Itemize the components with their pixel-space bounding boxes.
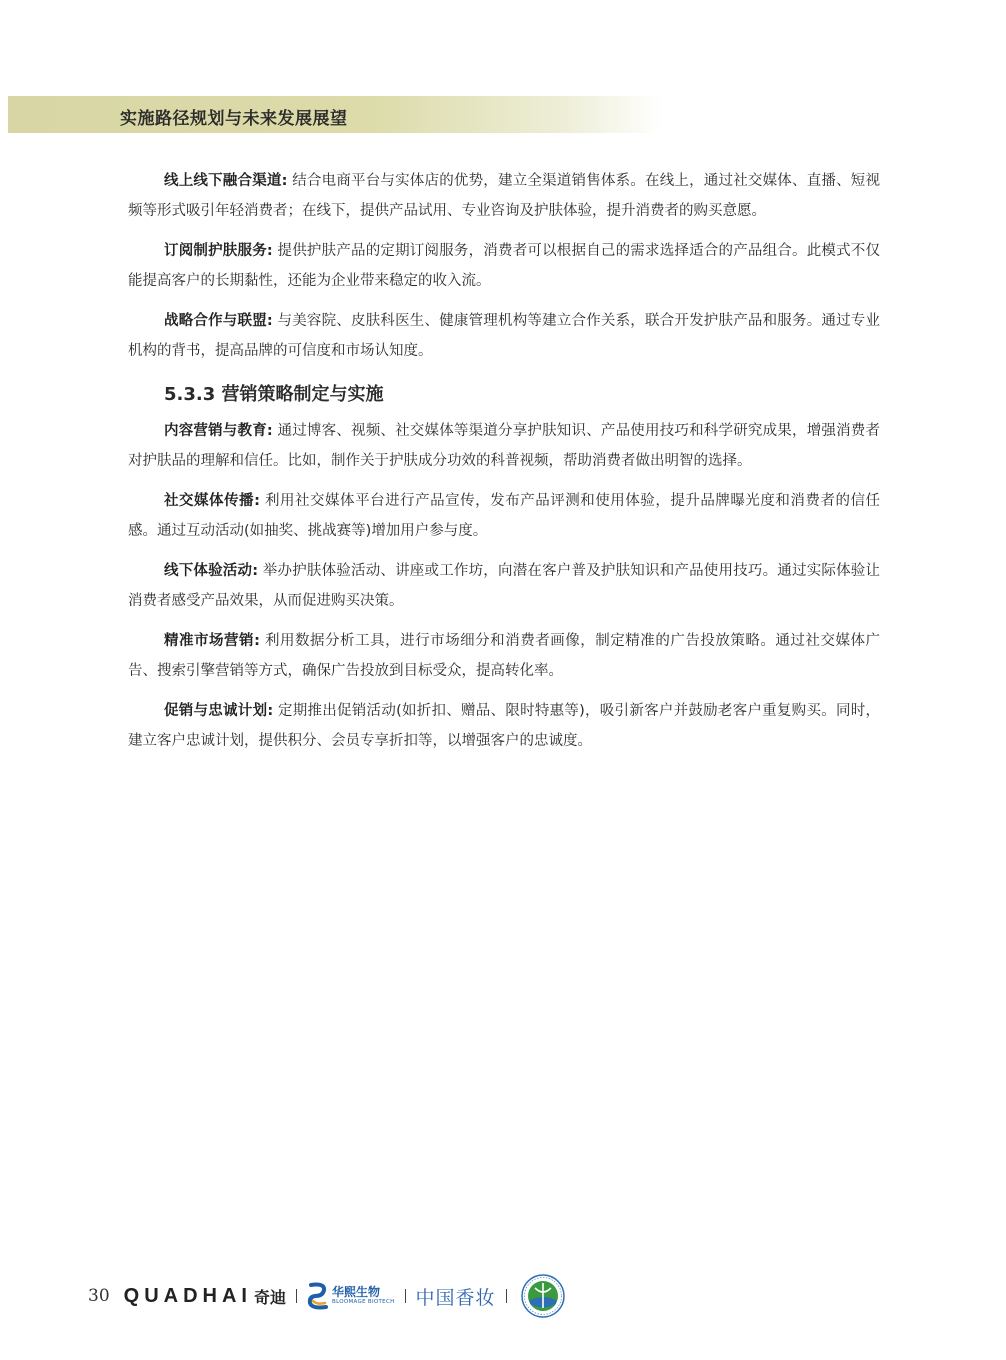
paragraph xyxy=(128,236,880,296)
paragraph-text: 举办护肤体验活动、讲座或工作坊，向潜在客户普及护肤知识和产品使用技巧。通过实际体验让消费者感受产品效果，从而促进购买决策。 xyxy=(128,563,880,609)
paragraph-text: 利用社交媒体平台进行产品宣传，发布产品评测和使用体验，提升品牌曝光度和消费者的信任感。通过互动活动(如抽奖、挑战赛等)增加用户参与度。 xyxy=(128,493,880,539)
paragraph-term: 内容营销与教育: xyxy=(164,423,273,439)
bloomage-s-icon xyxy=(307,1281,329,1311)
qidi-logo-text: 奇迪 xyxy=(253,1287,286,1307)
paragraph xyxy=(128,416,880,476)
paragraph-term: 线下体验活动: xyxy=(164,563,258,579)
footer xyxy=(88,1276,565,1316)
paragraph-text: 与美容院、皮肤科医生、健康管理机构等建立合作关系，联合开发护肤产品和服务。通过专业机构的背书，提高品牌的可信度和市场认知度。 xyxy=(128,313,880,359)
page-section-title: 实施路径规划与未来发展展望 xyxy=(120,109,348,129)
paragraph xyxy=(128,306,880,366)
paragraph xyxy=(128,626,880,686)
paragraph-term: 精准市场营销: xyxy=(164,633,260,649)
paragraph xyxy=(128,556,880,616)
divider xyxy=(405,1289,406,1303)
paragraph-term: 线上线下融合渠道: xyxy=(164,173,288,189)
section-heading: 5.3.3 营销策略制定与实施 xyxy=(164,384,384,405)
paragraph xyxy=(128,696,880,756)
content xyxy=(128,166,880,766)
bloomage-cn-name: 华熙生物 xyxy=(332,1285,381,1299)
paragraph xyxy=(128,486,880,546)
paragraph-text: 定期推出促销活动(如折扣、赠品、限时特惠等)，吸引新客户并鼓励老客户重复购买。同时，建立客户忠诚计划，提供积分、会员专享折扣等，以增强客户的忠诚度。 xyxy=(128,703,880,749)
divider xyxy=(506,1289,507,1303)
paragraph-text: 利用数据分析工具，进行市场细分和消费者画像，制定精准的广告投放策略。通过社交媒体广告、搜索引擎营销等方式，确保广告投放到目标受众，提高转化率。 xyxy=(128,633,880,679)
quadhai-logo: QUADHAI xyxy=(123,1284,252,1307)
zgxz-logo: 中国香妆 xyxy=(415,1286,496,1309)
page-number: 30 xyxy=(88,1286,110,1306)
bloomage-en-name: BLOOMAGE BIOTECH xyxy=(332,1299,395,1305)
divider xyxy=(296,1289,297,1303)
paragraph-term: 社交媒体传播: xyxy=(164,493,260,509)
association-seal-icon xyxy=(521,1274,565,1318)
paragraph-text: 提供护肤产品的定期订阅服务，消费者可以根据自己的需求选择适合的产品组合。此模式不仅能提高客户的长期黏性，还能为企业带来稳定的收入流。 xyxy=(128,243,880,289)
paragraph-text: 通过博客、视频、社交媒体等渠道分享护肤知识、产品使用技巧和科学研究成果，增强消费者对护肤品的理解和信任。比如，制作关于护肤成分功效的科普视频，帮助消费者做出明智的选择。 xyxy=(128,423,880,469)
paragraph-term: 战略合作与联盟: xyxy=(164,313,273,329)
paragraph-term: 促销与忠诚计划: xyxy=(164,703,274,719)
paragraph-term: 订阅制护肤服务: xyxy=(164,243,273,259)
paragraph-text: 结合电商平台与实体店的优势，建立全渠道销售体系。在线上，通过社交媒体、直播、短视频等形式吸引年轻消费者；在线下，提供产品试用、专业咨询及护肤体验，提升消费者的购买意愿。 xyxy=(128,173,880,219)
bloomage-logo xyxy=(307,1281,395,1311)
paragraph xyxy=(128,166,880,226)
